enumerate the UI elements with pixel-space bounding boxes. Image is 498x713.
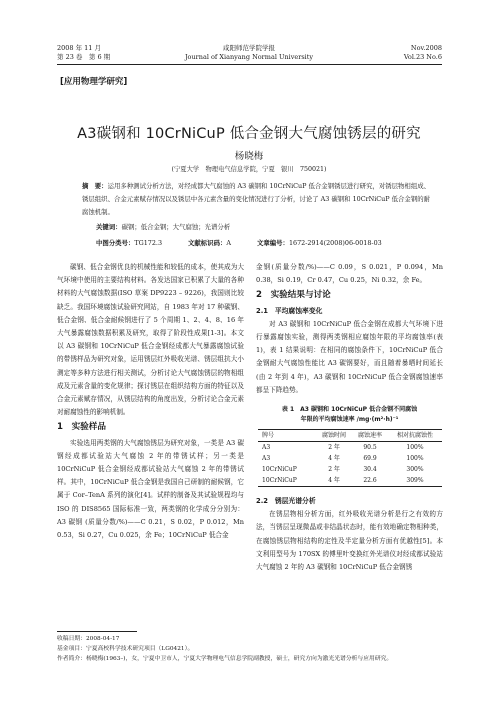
table-cell: 2 年 [328,466,340,474]
table-1 [258,429,442,487]
table-cell: 4 年 [328,455,340,463]
journal-date-en: Nov.2008 [410,44,442,52]
abstract-label: 摘 要： [82,182,108,190]
left-column [57,261,244,542]
table-cell: 90.5 [363,444,377,452]
composition-continued: 金钢(质量分数/%)——C 0.09，S 0.021，P 0.094，Mn 0.38，Si 0.19，Cr 0.47，Cu 0.25，Ni 0.32，余 Fe。 [256,263,443,285]
article-number [257,238,382,247]
subsection-heading-2-2: 2.2 锈层光谱分析 [256,497,316,506]
table-row [258,453,442,464]
article-number-value: 1672-2914(2008)06-0018-03 [288,239,382,247]
article-number-label: 文章编号： [256,239,289,247]
table-row [258,475,442,487]
table-1-caption-line1: 表 1 A3 碳钢和 10CrNiCuP 低合金钢不同腐蚀 [281,406,418,414]
header-rule [57,64,442,65]
doc-code-value: A [226,239,231,247]
section-heading-2: 2 实验结果与讨论 [256,290,331,301]
table-header-cell: 腐蚀时间 [322,432,347,440]
table-cell: 100% [406,444,424,452]
journal-header-right [404,44,442,62]
column-tag: [应用物理学研究] [60,77,128,87]
clc-label: 中图分类号： [96,239,135,247]
table-cell: A3 [262,444,271,452]
clc-value: TG172.3 [134,239,163,247]
right-column [256,261,443,574]
intro-paragraph: 碳钢、低合金钢优良的机械性能和较低的成本，使其成为大气环境中使用的主要结构材料。各发达国家已积累了大量的各种材料的大气腐蚀数据(ISO 草案 DP9223 – 9226)，我国则比较缺乏。我国环境腐蚀试验研究网站，自 1983 年对 17 种碳钢、低合金钢、低合金耐候钢进行了 5 个周期 1、2、4、8、16 年大气暴露腐蚀数据积累及研究，取得了阶段性成果[1-3]。本文以 A3 碳钢和 10CrNiCuP 低合金钢经成都大气暴露腐蚀试验的带锈样品为研究对象，运用锈层红外吸收光谱、锈层组抗大小测定等多种方法进行相关测试，分析讨论大气腐蚀锈层的物相组成及元素含量的变化规律；探讨锈层在组织结构方面的特征以及合金元素赋存情况，从锈层结构的角度出发，分析讨论合金元素对耐腐蚀性的影响机制。 [57,263,244,417]
table-header-row [258,430,442,442]
doc-code-label: 文献标识码： [188,239,227,247]
keywords [96,222,230,231]
footnote-rule [57,631,137,632]
table-cell: 10CrNiCuP [262,477,297,485]
table-header-cell: 牌号 [262,432,275,440]
journal-name-cn: 咸阳师范学院学报 [223,44,275,52]
table-cell: 10CrNiCuP [262,466,297,474]
table-header-cell: 腐蚀速率 [358,432,383,440]
table-header-cell: 相对抗腐蚀性 [397,432,434,440]
spectral-analysis-paragraph: 在锈层物相分析方面，红外吸收光谱分析是行之有效的方法，当锈层呈现微晶或非结晶状态时，能有效地确定物相种类，在腐蚀锈层物相结构的定性及半定量分析方面有优越性[5]。本文利用型号为 170SX 的傅里叶变换红外光谱仪对经成都试验站大气腐蚀 2 年的 A3 碳钢和 10CrNiCuP 低合金钢锈 [256,510,443,572]
abstract-text: 运用多种测试分析方法，对经成都大气腐蚀的 A3 碳钢和 10CrNiCuP 低合金钢锈层进行研究，对锈层物相组成、锈层组织、合金元素赋存情况以及锈层中各元素含量的变化情况进行了分析，讨论了 A3 碳钢和 10CrNiCuP 低合金钢的耐腐蚀机制。 [82,182,431,217]
table-cell: 300% [406,466,424,474]
table-row [258,464,442,475]
abstract [82,180,430,220]
table-cell: A3 [262,455,271,463]
keywords-text: 碳钢；低合金钢；大气腐蚀；光谱分析 [121,223,231,231]
paper-author: 杨晓梅 [234,151,264,162]
table-cell: 30.4 [363,466,377,474]
table-cell: 22.6 [363,477,377,485]
footnote-received: 收稿日期：2008-04-17 [57,636,120,642]
table-cell: 4 年 [328,477,340,485]
paper-title: A3碳钢和 10CrNiCuP 低合金钢大气腐蚀锈层的研究 [77,126,421,142]
table-1-caption [256,405,443,425]
classification-row [96,238,416,247]
keywords-label: 关键词： [96,223,122,231]
journal-date-cn: 2008 年 11 月 [57,44,102,52]
table-row [258,442,442,454]
samples-paragraph: 实验选用两类钢的大气腐蚀锈层为研究对象，一类是 A3 碳钢经成都试验站大气腐蚀 2 年的带锈试样；另一类是 10CrNiCuP 低合金钢经成都试验站大气腐蚀 2 年的带锈试样。其中，10CrNiCuP 低合金钢是我国自己研制的耐候钢，它属于 Cor–TenA 系列的演化[4]。试样的制备及其试验规程均与 ISO 的 DIS8565 国际标准一致，两类钢的化学成分分别为：A3 碳钢 (质量分数/%)——C 0.21，S 0.02，P 0.012，Mn 0.53，Si 0.27，Cu 0.025，余 Fe；10CrNiCuP 低合金 [57,438,244,540]
table-cell: 100% [406,455,424,463]
journal-name-en: Journal of Xianyang Normal University [184,53,314,61]
table-cell: 69.9 [363,455,377,463]
document-code [188,238,231,247]
table-cell: 309% [406,477,424,485]
table-1-caption-line2: 年限的平均腐蚀速率 /mg·(m²·h)⁻¹ [300,416,399,424]
corrosion-rate-paragraph: 对 A3 碳钢和 10CrNiCuP 低合金钢在成都大气环境下进行暴露腐蚀实验，测得两类钢相应腐蚀年限的平均腐蚀率(表 1)，表 1 结果说明：在相同的腐蚀条件下，10CrNiCuP 低合金钢耐大气腐蚀性能比 A3 碳钢要好，而且随着暴晒时间延长 (由 2 年到 4 年)，A3 碳钢和 10CrNiCuP 低合金钢腐蚀速率都呈下降趋势。 [256,319,443,394]
author-affiliation: (宁夏大学 物理电气信息学院，宁夏 银川 750021) [171,166,327,173]
footnote-author-bio: 作者简介：杨晓梅(1963–)，女，宁夏中卫市人，宁夏大学物理电气信息学院副教授，硕士，研究方向为激光光谱分析与应用研究。 [57,656,393,662]
journal-volume-en: Vol.23 No.6 [403,53,442,61]
section-heading-1: 1 实验样品 [57,422,106,433]
footnote-fund: 基金项目：宁夏高校科学技术研究项目（LG0421）。 [57,646,194,652]
table-cell: 2 年 [328,444,340,452]
journal-volume-cn: 第 23 卷 第 6 期 [57,53,111,61]
subsection-heading-2-1: 2.1 平均腐蚀率变化 [256,306,323,315]
clc-number [96,238,162,247]
